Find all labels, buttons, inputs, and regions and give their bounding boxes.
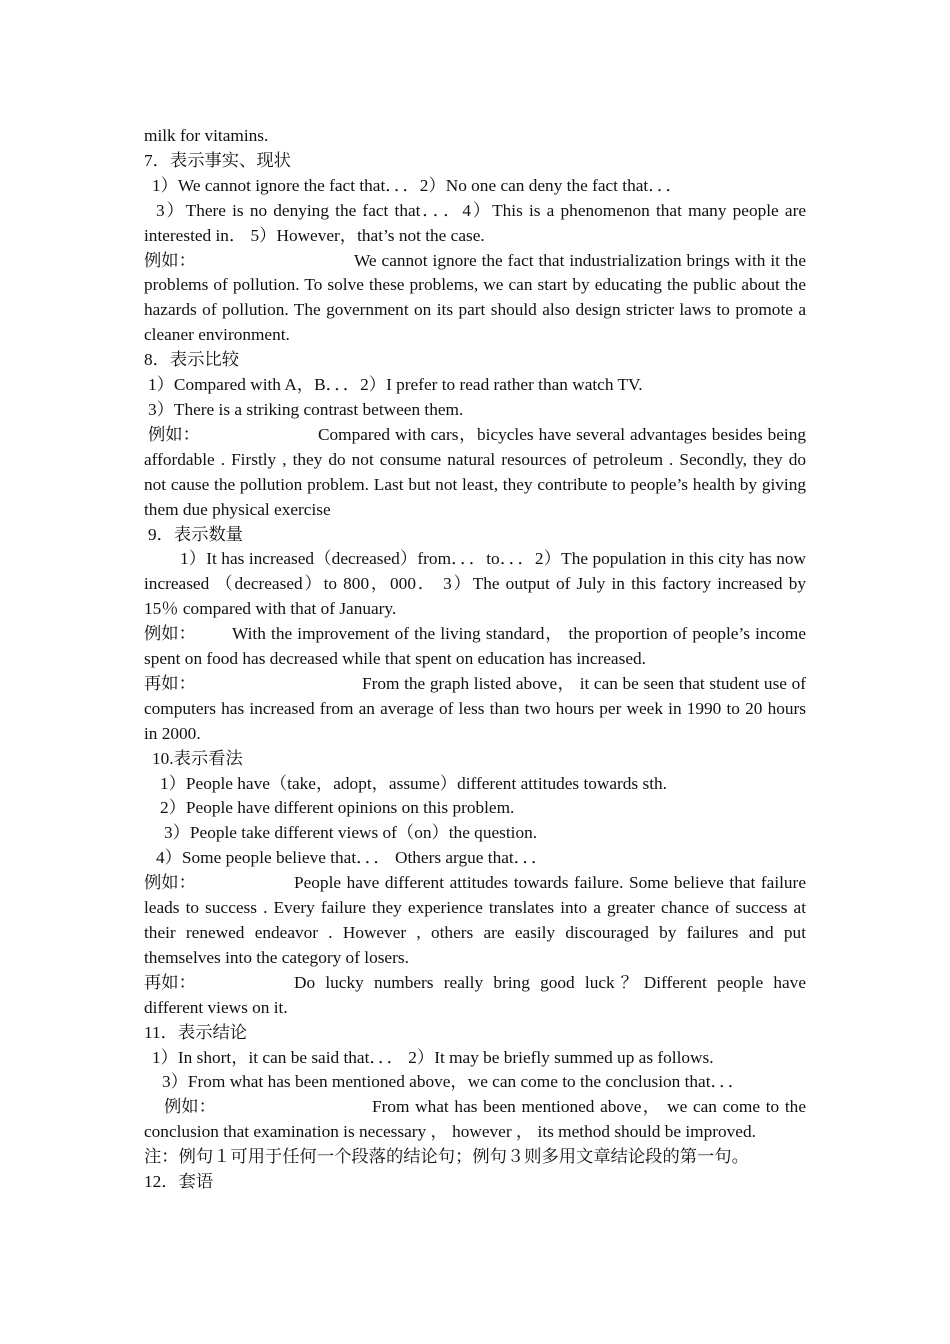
example-paragraph <box>144 871 806 971</box>
example-text: We cannot ignore the fact that industrialization brings with it the problems of pollution. To solve these problems, we can start by educating the public about the hazards of pollution. The government on its part should also design stricter laws to promote a cleaner environment. <box>144 250 806 345</box>
section-heading: 9．表示数量 <box>148 524 244 544</box>
text-line: 3）There is a striking contrast between them. <box>148 399 464 419</box>
text-line: 1）In short，it can be said that．．． 2）It may be briefly summed up as follows. <box>152 1047 714 1067</box>
example-text: From what has been mentioned above， we can come to the conclusion that examination is necessary ， however ， its method should be improved. <box>144 1097 806 1142</box>
section-heading: 8．表示比较 <box>144 350 240 370</box>
text-line: 1）Compared with A，B．．．2）I prefer to read rather than watch TV. <box>148 375 643 395</box>
section-heading: 10.表示看法 <box>152 748 243 768</box>
section-heading: 7．表示事实、现状 <box>144 150 291 170</box>
example-paragraph <box>144 1095 806 1145</box>
note-line: 注：例句１可用于任何一个段落的结论句；例句３则多用文章结论段的第一句。 <box>144 1147 749 1167</box>
text-line: 3）People take different views of（on）the question. <box>164 823 538 843</box>
document-body <box>144 124 806 1195</box>
example-label: 例如： <box>144 624 196 644</box>
example-label: 再如： <box>144 972 196 992</box>
example-label: 例如： <box>148 424 200 444</box>
text-line: 1）We cannot ignore the fact that．．．2）No one can deny the fact that．．． <box>152 175 683 195</box>
example-paragraph <box>144 672 806 747</box>
example-label: 例如： <box>144 873 196 893</box>
example-label: 再如： <box>144 673 196 693</box>
paragraph: 1）It has increased（decreased）from．．．to．．．2）The population in this city has now increased （decreased）to 800，000． 3）The output of July in this factory increased by 15％ compared with that of January. <box>144 549 806 619</box>
example-text: People have different attitudes towards failure. Some believe that failure leads to success . Every failure they experience translates into a greater chance of success at their renewed endeavor . However , others are easily discouraged by failures and put themselves into the category of losers. <box>144 873 806 967</box>
text-line: 3）From what has been mentioned above，we can come to the conclusion that．．． <box>162 1072 746 1092</box>
example-paragraph <box>144 622 806 672</box>
example-label: 例如： <box>164 1097 216 1117</box>
example-paragraph <box>144 423 806 523</box>
example-paragraph <box>144 249 806 349</box>
example-text: With the improvement of the living standard， the proportion of people’s income spent on food has decreased while that spent on education has increased. <box>144 624 806 669</box>
text-line: 4）Some people believe that．．． Others argue that．．． <box>156 848 549 868</box>
section-heading: 11．表示结论 <box>144 1022 248 1042</box>
example-text: From the graph listed above， it can be seen that student use of computers has increased from an average of less than two hours per week in 1990 to 20 hours in 2000. <box>144 673 806 743</box>
example-text: Compared with cars，bicycles have several advantages besides being affordable . Firstly , they do not consume natural resources of petroleum . Secondly, they do not cause the pollution problem. Last but not least, they contribute to people’s health by giving them due physical exercise <box>144 424 806 519</box>
example-paragraph <box>144 971 806 1021</box>
text-line: 2）People have different opinions on this problem. <box>160 798 515 818</box>
example-label: 例如： <box>144 250 196 270</box>
section-heading: 12．套语 <box>144 1172 214 1192</box>
paragraph: 3）There is no denying the fact that．．．4）This is a phenomenon that many people are interested in． 5）However，that’s not the case. <box>144 200 806 245</box>
text-line: milk for vitamins. <box>144 126 269 145</box>
text-line: 1）People have（take，adopt，assume）different attitudes towards sth. <box>160 773 667 793</box>
example-text: Do lucky numbers really bring good luck？Different people have different views on it. <box>144 972 806 1017</box>
